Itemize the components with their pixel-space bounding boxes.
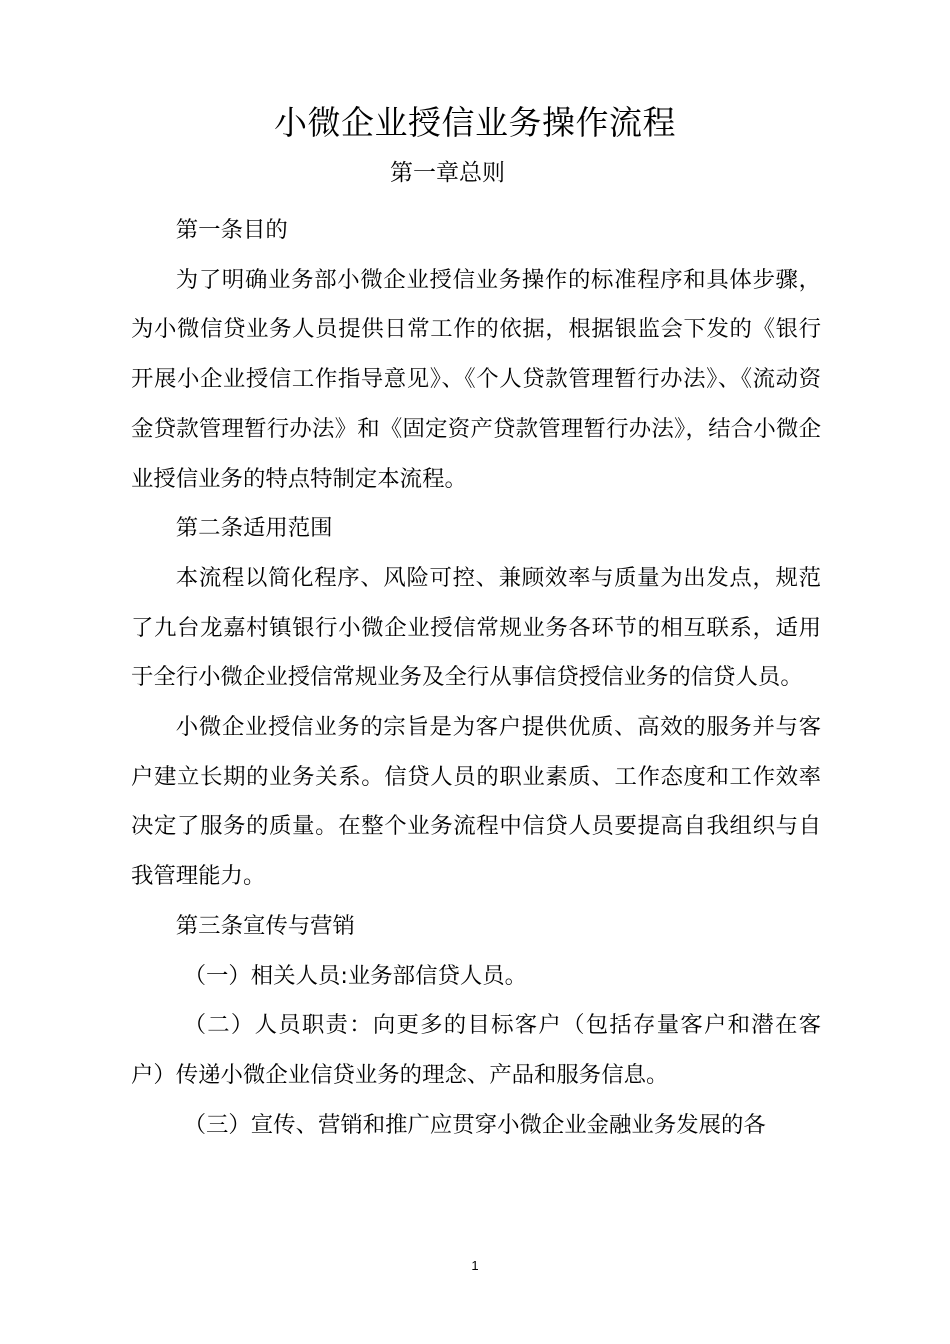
list-item-promotion: （三）宣传、营销和推广应贯穿小微企业金融业务发展的各 — [183, 1111, 766, 1138]
page-number: 1 — [471, 1258, 479, 1273]
chapter-heading: 第一章总则 — [390, 160, 505, 186]
paragraph-scope: 本流程以简化程序、风险可控、兼顾效率与质量为出发点，规范了九台龙嘉村镇银行小微企业授信常规业务各环节的相互联系，适用于全行小微企业授信常规业务及全行从事信贷授信业务的信贷人员。 — [131, 564, 821, 691]
article-heading-marketing: 第三条宣传与营销 — [175, 912, 355, 939]
document-title: 小微企业授信业务操作流程 — [274, 103, 676, 142]
paragraph-purpose: 为了明确业务部小微企业授信业务操作的标准程序和具体步骤，为小微信贷业务人员提供日常工作的依据，根据银监会下发的《银行开展小企业授信工作指导意见》、《个人贷款管理暂行办法》、《流动资金贷款管理暂行办法》和《固定资产贷款管理暂行办法》，结合小微企业授信业务的特点特制定本流程。 — [131, 266, 821, 492]
paragraph-purpose-of-business: 小微企业授信业务的宗旨是为客户提供优质、高效的服务并与客户建立长期的业务关系。信贷人员的职业素质、工作态度和工作效率决定了服务的质量。在整个业务流程中信贷人员要提高自我组织与自我管理能力。 — [131, 714, 821, 890]
document-body — [131, 206, 821, 1150]
list-item-staff-duties: （二）人员职责：向更多的目标客户（包括存量客户和潜在客户）传递小微企业信贷业务的理念、产品和服务信息。 — [131, 1012, 821, 1088]
article-heading-purpose: 第一条目的 — [175, 217, 288, 243]
list-item-related-staff: （一）相关人员:业务部信贷人员。 — [183, 962, 528, 989]
article-heading-scope: 第二条适用范围 — [175, 515, 333, 542]
